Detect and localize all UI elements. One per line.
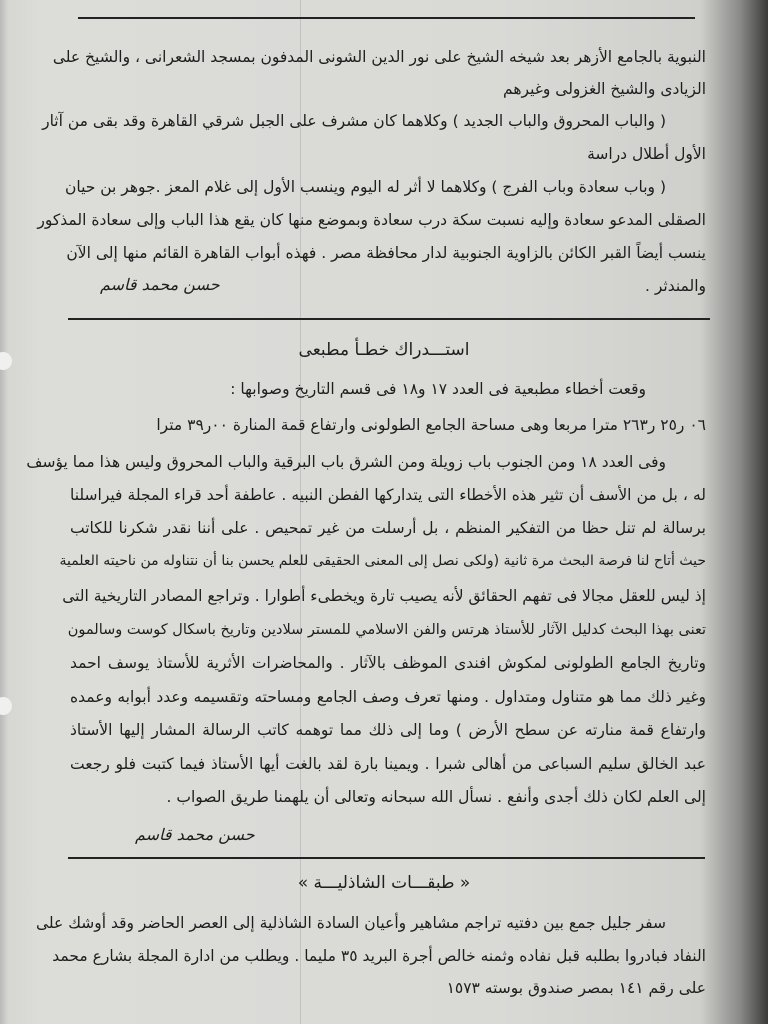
text-line: وارتفاع قمة منارته عن سطح الأرض ) وما إلى ذلك مما توهمه كاتب الرسالة المشار إليها الأستاذ	[70, 721, 706, 739]
punch-hole	[0, 697, 12, 715]
author-signature: حسن محمد قاسم	[135, 825, 255, 844]
text-line: الزيادى والشيخ الغزولى وغيرهم	[503, 80, 706, 98]
text-line: الصقلى المدعو سعادة وإليه نسبت سكة درب سعادة وبموضع منها كان يقع هذا الباب وإلى سعادة المذكور	[37, 211, 706, 229]
text-line: على رقم ١٤١ بمصر صندوق بوسته ١٥٧٣	[446, 979, 706, 997]
text-line: ٠٦ ر٢٥ ر٢٦٣ مترا مربعا وهى مساحة الجامع الطولونى وارتفاع قمة المنارة ٠٠ر٣٩ مترا	[156, 416, 706, 434]
text-line: وقعت أخطاء مطبعية فى العدد ١٧ و١٨ فى قسم التاريخ وصوابها :	[230, 380, 646, 398]
text-line: إذ ليس للعقل مجالا فى تفهم الحقائق لأنه يصيب تارة ويخطىء أطوارا . وتراجع المصادر التاريخية التى	[62, 587, 706, 605]
text-line: ( وباب سعادة وباب الفرج ) وكلاهما لا أثر له اليوم وينسب الأول إلى غلام المعز .جوهر بن حيان	[64, 178, 666, 196]
section-divider	[68, 318, 710, 320]
text-line: إلى العلم لكان ذلك أجدى وأنفع . نسأل الله سبحانه وتعالى أن يلهمنا طريق الصواب .	[166, 788, 706, 806]
text-line: برسالة لم تنل حظا من التفكير المنظم ، بل أرسلت من غير تمحيص . على أننا نقدر شكرنا للكاتب	[70, 519, 706, 537]
section-title: استـــدراك خطـأ مطبعى	[298, 340, 470, 360]
text-line: سفر جليل جمع بين دفتيه تراجم مشاهير وأعيان السادة الشاذلية إلى العصر الحاضر وقد أوشك على	[35, 914, 666, 932]
text-line: وتاريخ الجامع الطولونى لمكوش افندى الموظف بالآثار . والمحاضرات الأثرية للأستاذ يوسف احمد	[70, 654, 706, 672]
text-line: والمندثر .	[644, 277, 706, 295]
text-line: وفى العدد ١٨ ومن الجنوب باب زويلة ومن الشرق باب البرقية والباب المحروق وليس هذا مما يؤسف	[26, 453, 666, 471]
section-title: « طبقـــات الشاذليـــة »	[297, 873, 471, 893]
text-line: النبوية بالجامع الأزهر بعد شيخه الشيخ على نور الدين الشونى المدفون بمسجد الشعرانى ، والشيخ على	[52, 48, 706, 66]
text-line: وغير ذلك مما هو متناول ومتداول . ومنها تعرف وصف الجامع ومساحته وتقسيمه وعدد أبوابه وعمده	[70, 688, 706, 706]
text-line: حيث أتاح لنا فرصة البحث مرة ثانية (ولكى نصل إلى المعنى الحقيقى للعلم يحسن بنا أن نتناوله من ناحيته العلمية	[59, 553, 706, 569]
text-line: ينسب أيضاً القبر الكائن بالزاوية الجنوبية لدار محافظة مصر . فهذه أبواب القاهرة القائم منها إلى الآن	[66, 244, 706, 262]
text-line: عبد الخالق سليم السباعى من أهالى شبرا . ويمينا بارة لقد بالغت أيها الأستاذ فيما كتبت فلو رجعت	[70, 755, 706, 773]
text-line: له ، بل من الأسف أن تثير هذه الأخطاء التى يتداركها الفطن النبيه . عاطفة أحد قراء المجلة فيراسلنا	[70, 486, 706, 504]
text-line: النفاد فبادروا بطلبه قبل نفاده وثمنه خالص أجرة البريد ٣٥ مليما . ويطلب من ادارة المجلة بشارع محمد	[52, 947, 706, 965]
text-line: الأول أطلال دراسة	[587, 145, 706, 163]
section-divider	[68, 857, 705, 859]
author-signature: حسن محمد قاسم	[100, 275, 220, 294]
text-line: ( والباب المحروق والباب الجديد ) وكلاهما كان مشرف على الجبل شرقي القاهرة وقد بقى من آثار	[42, 112, 666, 130]
top-rule	[78, 17, 695, 19]
text-line: تعنى بهذا البحث كدليل الآثار للأستاذ هرتس والفن الاسلامي للمستر سلادين وتاريخ باسكال كوست وسالمون	[67, 622, 706, 638]
